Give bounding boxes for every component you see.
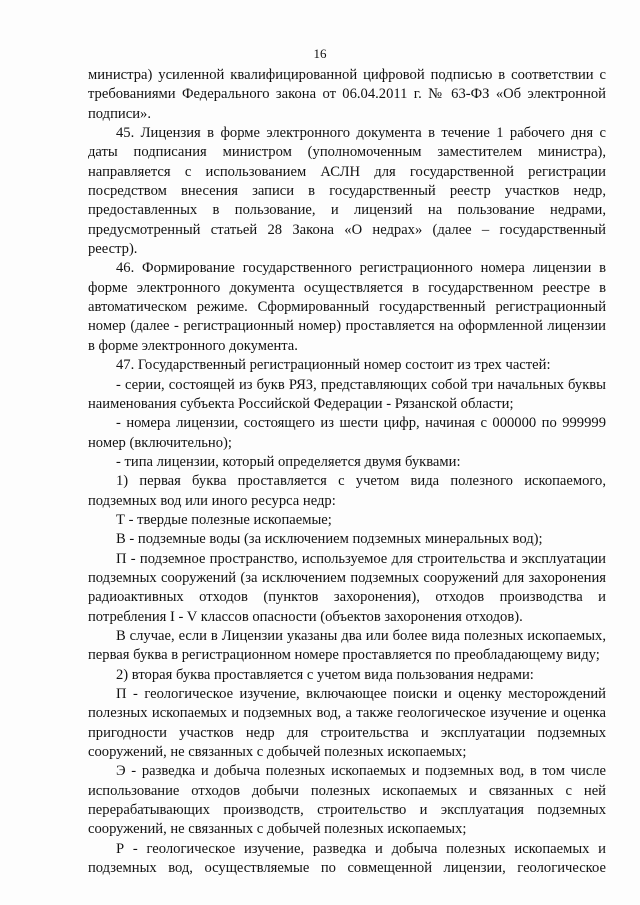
paragraph-second-letter: 2) вторая буква проставляется с учетом вида пользования недрами: <box>116 666 534 683</box>
paragraph-45: 45. Лицензия в форме электронного документа в течение 1 рабочего дня с даты подписания министром (уполномоченным заместителем министра), направляется с использованием АСЛН для государственной регистрации посредством внесения записи в государственный реестр участков недр, предоставленных в пользование, и лицензий на пользование недрами, предусмотренный статьей 28 Закона «О недрах» (далее – государственный реестр). <box>88 125 606 258</box>
letter-v-definition: В - подземные воды (за исключением подземных минеральных вод); <box>116 531 543 548</box>
letter-t-definition: Т - твердые полезные ископаемые; <box>116 511 332 528</box>
list-item-license-number: - номера лицензии, состоящего из шести цифр, начиная с 000000 по 999999 номер (включительно); <box>88 415 606 451</box>
body-text <box>88 66 606 878</box>
paragraph-signature-continuation: министра) усиленной квалифицированной цифровой подписью в соответствии с требованиями Федерального закона от 06.04.2011 г. № 63-ФЗ «Об электронной подписи». <box>88 67 606 122</box>
letter-p-space-definition: П - подземное пространство, используемое для строительства и эксплуатации подземных сооружений (за исключением подземных сооружений для захоронения радиоактивных отходов (пунктов захоронения), отходов производства и потребления I - V классов опасности (объектов захоронения отходов). <box>88 550 606 625</box>
letter-e-definition: Э - разведка и добыча полезных ископаемых и подземных вод, в том числе использование отходов добычи полезных ископаемых и связанных с ней перерабатывающих производств, строительство и эксплуатация подземных сооружений, не связанных с добычей полезных ископаемых; <box>88 763 606 838</box>
paragraph-multiple-minerals: В случае, если в Лицензии указаны два или более вида полезных ископаемых, первая буква в регистрационном номере проставляется по преобладающему виду; <box>88 627 606 664</box>
letter-p-study-definition: П - геологическое изучение, включающее поиски и оценку месторождений полезных ископаемых и подземных вод, а также геологическое изучение и оценка пригодности участков недр для строительства и эксплуатации подземных сооружений, не связанных с добычей полезных ископаемых; <box>88 686 606 761</box>
letter-r-definition: Р - геологическое изучение, разведка и добыча полезных ископаемых и подземных вод, осуществляемые по совмещенной лицензии, геологическое <box>88 840 606 877</box>
list-item-series: - серии, состоящей из букв РЯЗ, представляющих собой три начальных буквы наименования субъекта Российской Федерации - Рязанской области; <box>88 376 606 412</box>
list-item-license-type: - типа лицензии, который определяется двумя буквами: <box>116 453 461 470</box>
paragraph-46: 46. Формирование государственного регистрационного номера лицензии в форме электронного документа осуществляется в государственном реестре в автоматическом режиме. Сформированный государственный регистрационный номер (далее - регистрационный номер) проставляется на оформленной лицензии в форме электронного документа. <box>88 260 606 354</box>
paragraph-47: 47. Государственный регистрационный номер состоит из трех частей: <box>116 357 551 374</box>
paragraph-first-letter: 1) первая буква проставляется с учетом вида полезного ископаемого, подземных вод или иного ресурса недр: <box>88 473 606 509</box>
page-number: 16 <box>313 46 327 61</box>
